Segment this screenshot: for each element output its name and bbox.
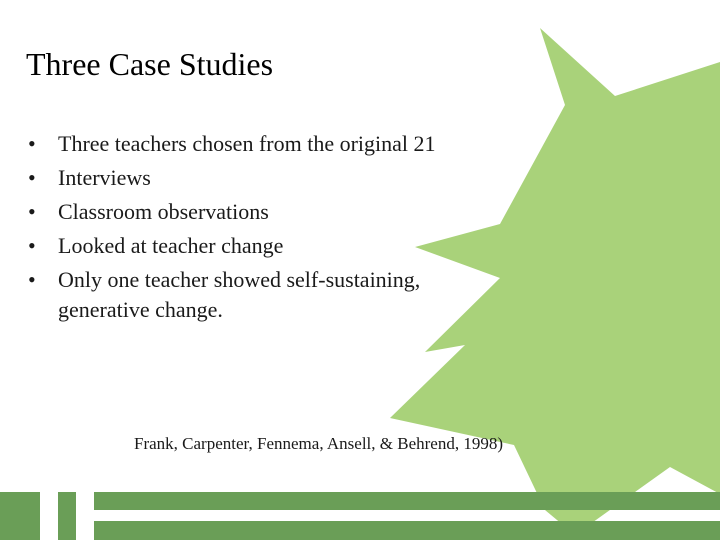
slide-title: Three Case Studies: [26, 46, 274, 82]
bullet-item-3: [28, 197, 498, 227]
bullet-text: Looked at teacher change: [58, 233, 284, 258]
bullet-text: Only one teacher showed self-sustaining, generative change.: [58, 267, 421, 322]
bullet-text: Classroom observations: [58, 199, 269, 224]
bullet-dot-icon: •: [28, 131, 36, 156]
bullet-text: Three teachers chosen from the original 21: [58, 131, 436, 156]
bullet-list: [28, 129, 498, 329]
bullet-dot-icon: •: [28, 165, 36, 190]
bullet-item-4: [28, 231, 498, 261]
bullet-text: Interviews: [58, 165, 151, 190]
citation-text: Frank, Carpenter, Fennema, Ansell, & Behrend, 1998): [134, 434, 503, 453]
bullet-dot-icon: •: [28, 267, 36, 292]
bullet-item-1: [28, 129, 498, 159]
bullet-item-5: [28, 265, 498, 325]
bullet-dot-icon: •: [28, 199, 36, 224]
bullet-dot-icon: •: [28, 233, 36, 258]
bullet-item-2: [28, 163, 498, 193]
